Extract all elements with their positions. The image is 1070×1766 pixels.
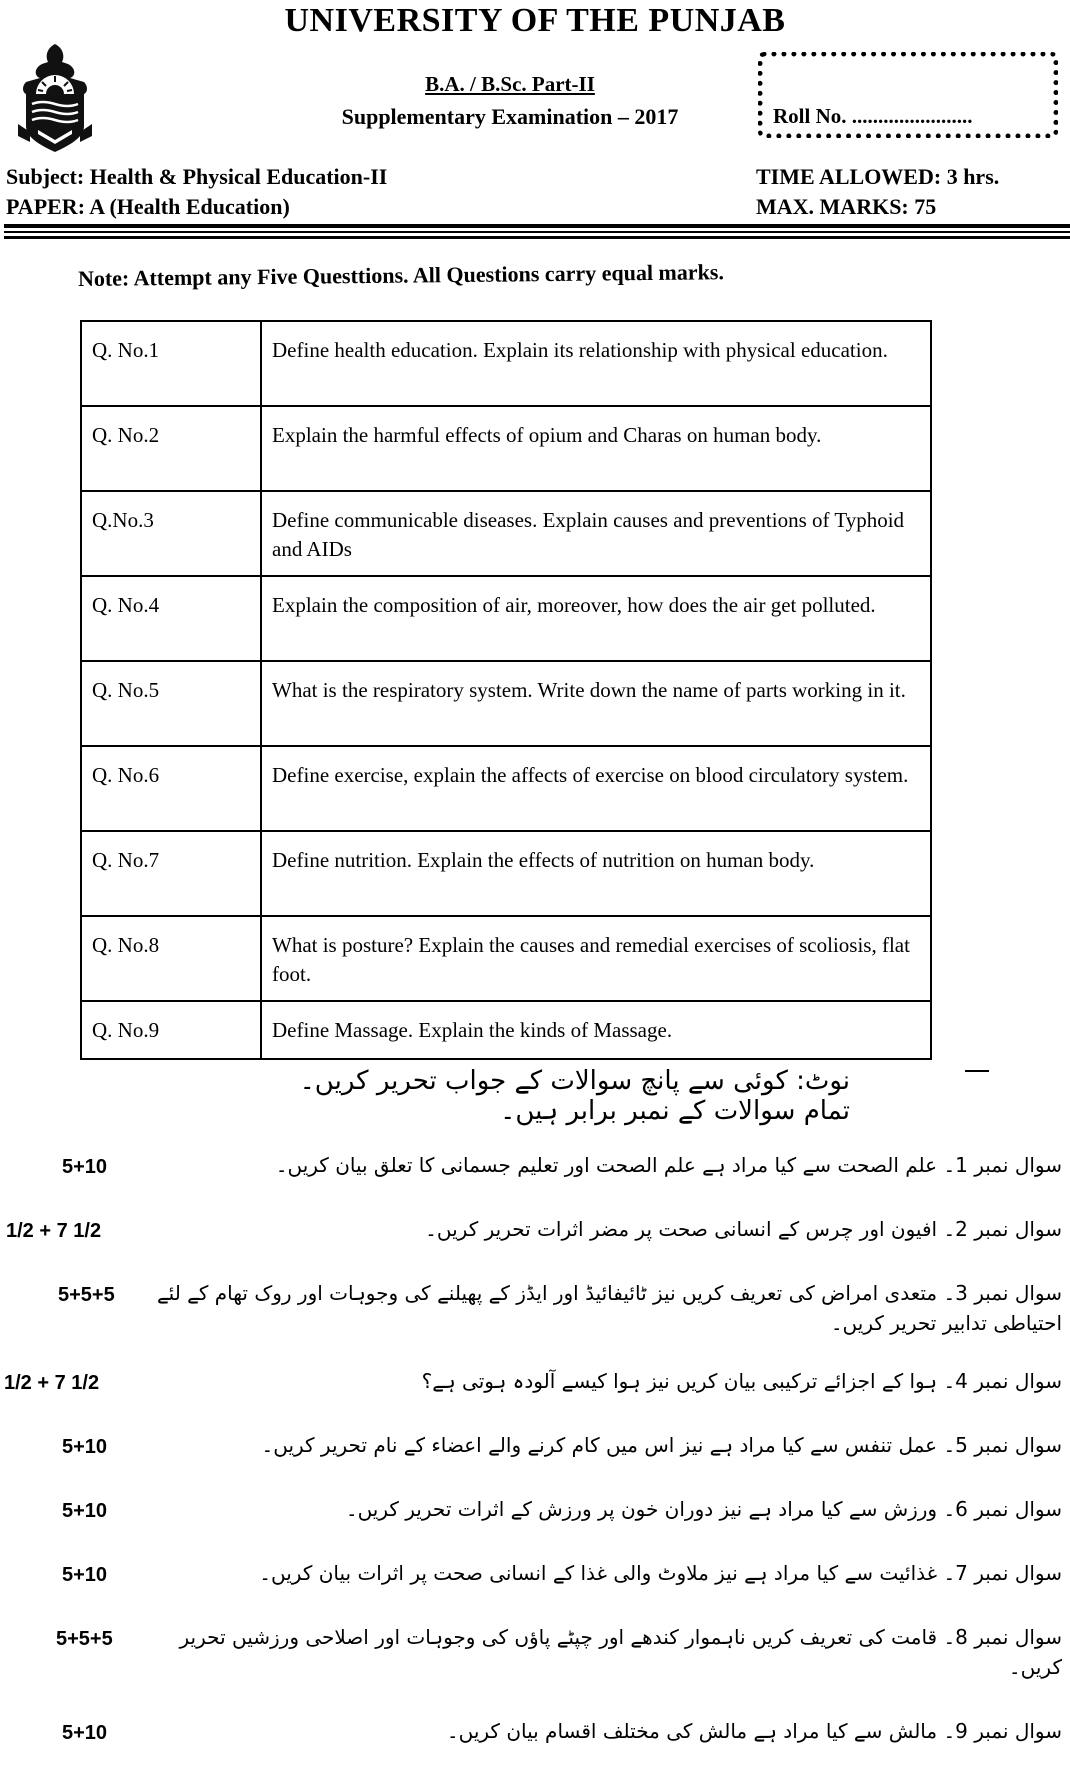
urdu-instructions-note: نوٹ: کوئی سے پانچ سوالات کے جواب تحریر کریں۔ تمام سوالات کے نمبر برابر ہیں۔ [299, 1066, 850, 1126]
question-number: Q. No.1 [81, 321, 261, 406]
questions-table [80, 320, 932, 1060]
marks-label: 5+5+5 [58, 1284, 115, 1306]
marks-label: 5+10 [62, 1156, 108, 1178]
question-text: What is posture? Explain the causes and remedial exercises of scoliosis, flat foot. [261, 916, 931, 1001]
question-number: Q. No.4 [81, 576, 261, 661]
table-row [81, 491, 931, 576]
question-number: Q. No.9 [81, 1001, 261, 1059]
question-text: Define communicable diseases. Explain causes and preventions of Typhoid and AIDs [261, 491, 931, 576]
question-text: Define nutrition. Explain the effects of nutrition on human body. [261, 831, 931, 916]
question-number: Q.No.3 [81, 491, 261, 576]
roll-number-label: Roll No. ....................... [773, 104, 973, 128]
marks-label: 5+10 [62, 1564, 108, 1586]
question-text: Explain the harmful effects of opium and Charas on human body. [261, 406, 931, 491]
urdu-question-text: سوال نمبر 3۔ متعدی امراض کی تعریف کریں نیز ٹائیفائیڈ اور ایڈز کے پھیلنے کی وجوہات اور روک تھام کے لئے احتیاطی تدابیر تحریر کریں۔ [156, 1281, 1062, 1335]
urdu-question-text: سوال نمبر 5۔ عمل تنفس سے کیا مراد ہے نیز اس میں کام کرنے والے اعضاء کے نام تحریر کریں۔ [261, 1433, 1062, 1457]
header-divider [4, 236, 1070, 239]
marks-label: 5+10 [62, 1500, 108, 1522]
urdu-question-text: سوال نمبر 7۔ غذائیت سے کیا مراد ہے نیز ملاوٹ والی غذا کے انسانی صحت پر اثرات بیان کریں۔ [259, 1561, 1062, 1585]
urdu-question-text: سوال نمبر 4۔ ہوا کے اجزائے ترکیبی بیان کریں نیز ہوا کیسے آلودہ ہوتی ہے؟ [421, 1369, 1062, 1393]
question-text: Define Massage. Explain the kinds of Massage. [261, 1001, 931, 1059]
question-number: Q. No.6 [81, 746, 261, 831]
roll-number-box[interactable] [758, 52, 1058, 138]
marks-label: 5+5+5 [56, 1628, 113, 1650]
question-number: Q. No.2 [81, 406, 261, 491]
urdu-question-text: سوال نمبر 1۔ علم الصحت سے کیا مراد ہے علم الصحت اور تعلیم جسمانی کا تعلق بیان کریں۔ [275, 1153, 1062, 1177]
urdu-question-text: سوال نمبر 8۔ قامت کی تعریف کریں ناہموار کندھے اور چپٹے پاؤں کی وجوہات اور اصلاحی ورزشیں تحریر کریں۔ [179, 1625, 1062, 1679]
question-text: Explain the composition of air, moreover, how does the air get polluted. [261, 576, 931, 661]
urdu-question-text: سوال نمبر 6۔ ورزش سے کیا مراد ہے نیز دوران خون پر ورزش کے اثرات تحریر کریں۔ [345, 1497, 1062, 1521]
question-number: Q. No.8 [81, 916, 261, 1001]
stray-mark [965, 1070, 989, 1072]
table-row [81, 746, 931, 831]
paper-label: PAPER: A (Health Education) [6, 194, 290, 219]
university-crest-icon [12, 42, 98, 154]
subject-label: Subject: Health & Physical Education-II [6, 164, 388, 189]
marks-label: 1/2 + 7 1/2 [6, 1220, 102, 1242]
question-text: What is the respiratory system. Write down the name of parts working in it. [261, 661, 931, 746]
exam-title: Supplementary Examination – 2017 [341, 104, 679, 129]
header-divider [4, 231, 1070, 233]
urdu-question-text: سوال نمبر 2۔ افیون اور چرس کے انسانی صحت پر مضر اثرات تحریر کریں۔ [425, 1217, 1062, 1241]
table-row [81, 576, 931, 661]
university-title: UNIVERSITY OF THE PUNJAB [284, 2, 786, 39]
question-number: Q. No.7 [81, 831, 261, 916]
marks-label: 1/2 + 7 1/2 [4, 1372, 100, 1394]
marks-label: 5+10 [62, 1436, 108, 1458]
max-marks: MAX. MARKS: 75 [756, 194, 937, 219]
table-row [81, 831, 931, 916]
instructions-note: Note: Attempt any Five Questtions. All Questions carry equal marks. [77, 259, 724, 291]
degree-title: B.A. / B.Sc. Part-II [425, 72, 595, 96]
table-row [81, 1001, 931, 1059]
question-text: Define exercise, explain the affects of exercise on blood circulatory system. [261, 746, 931, 831]
table-row [81, 916, 931, 1001]
marks-label: 5+10 [62, 1722, 108, 1744]
question-number: Q. No.5 [81, 661, 261, 746]
urdu-question-text: سوال نمبر 9۔ مالش سے کیا مراد ہے مالش کی مختلف اقسام بیان کریں۔ [446, 1719, 1062, 1743]
question-text: Define health education. Explain its relationship with physical education. [261, 321, 931, 406]
table-row [81, 661, 931, 746]
time-allowed: TIME ALLOWED: 3 hrs. [756, 164, 1000, 189]
table-row [81, 321, 931, 406]
header-divider [4, 224, 1070, 228]
table-row [81, 406, 931, 491]
